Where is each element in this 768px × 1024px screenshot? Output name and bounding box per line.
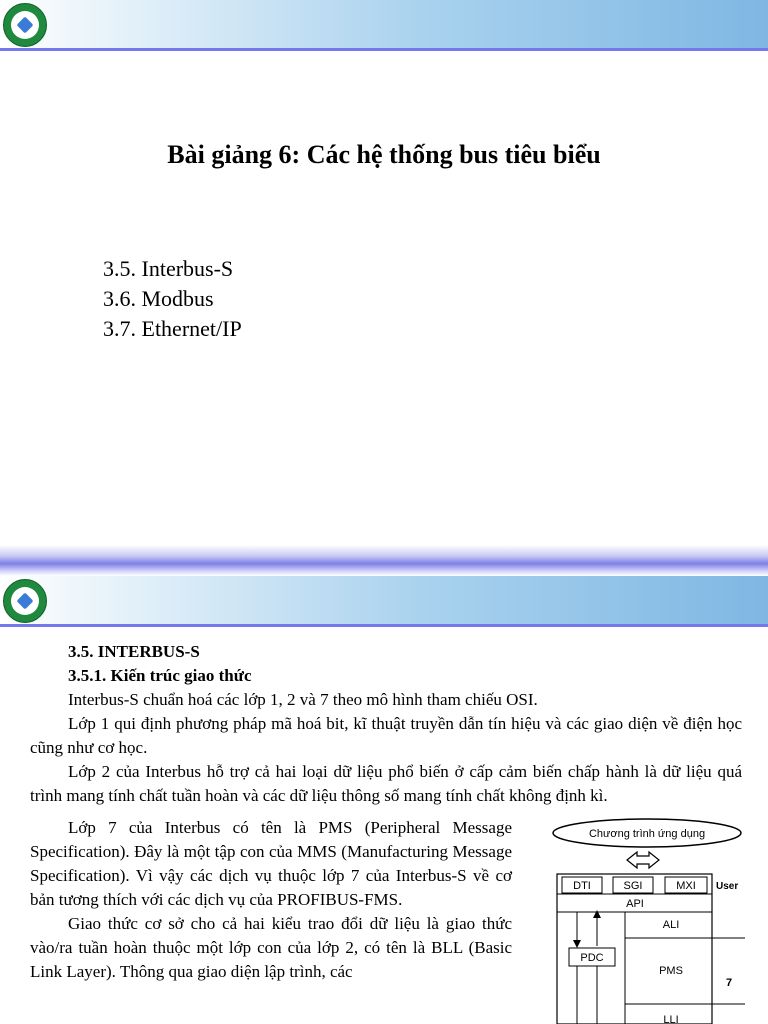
toc-item: 3.5. Interbus-S <box>103 256 234 281</box>
toc-list <box>103 254 242 344</box>
header-line <box>0 624 768 627</box>
header-line <box>0 48 768 51</box>
user-label: User <box>716 881 739 892</box>
app-label: Chương trình ứng dụng <box>588 828 706 840</box>
dti-label: DTI <box>573 880 591 892</box>
sgi-label: SGI <box>623 880 643 892</box>
pdc-label: PDC <box>580 952 604 964</box>
slide-2 <box>0 576 768 1024</box>
slide-header <box>0 0 768 48</box>
paragraph: Giao thức cơ sở cho cả hai kiểu trao đổi dữ liệu là giao thức vào/ra tuần hoàn thuộc một lớp con của lớp 2, có tên là BLL (Basic Link Layer). Thông qua giao diện lập trình, các <box>30 914 512 981</box>
lli-label: LLI <box>663 1014 679 1024</box>
api-label: API <box>626 898 644 910</box>
ali-label: ALI <box>662 919 680 931</box>
slide-header <box>0 576 768 624</box>
toc-item: 3.6. Modbus <box>103 286 214 311</box>
double-arrow-icon <box>627 852 659 868</box>
protocol-stack-diagram <box>545 816 761 1024</box>
university-logo-icon <box>3 579 47 623</box>
paragraph: Lớp 1 qui định phương pháp mã hoá bit, kĩ thuật truyền dẫn tín hiệu và các giao diện về điện học cũng như cơ học. <box>30 714 742 757</box>
university-logo-icon <box>3 3 47 47</box>
mxi-label: MXI <box>676 880 696 892</box>
toc-item: 3.7. Ethernet/IP <box>103 316 242 341</box>
section-heading: 3.5. INTERBUS-S <box>68 642 200 661</box>
slide-title: Bài giảng 6: Các hệ thống bus tiêu biểu <box>167 140 601 169</box>
subsection-heading: 3.5.1. Kiến trúc giao thức <box>68 666 252 685</box>
layer-7-label: 7 <box>726 977 733 989</box>
paragraph: Interbus-S chuẩn hoá các lớp 1, 2 và 7 theo mô hình tham chiếu OSI. <box>68 690 538 709</box>
pms-label: PMS <box>659 965 683 977</box>
paragraph: Lớp 2 của Interbus hỗ trợ cả hai loại dữ liệu phổ biến ở cấp cảm biến chấp hành là dữ liệu quá trình mang tính chất tuần hoàn và các dữ liệu thông số mang tính chất không định kì. <box>30 762 742 805</box>
slide-separator <box>0 545 768 576</box>
paragraph: Lớp 7 của Interbus có tên là PMS (Peripheral Message Specification). Đây là một tập con của MMS (Manufacturing Message Specification). Vì vậy các dịch vụ thuộc lớp 7 của Interbus-S về cơ bản tương thích với các dịch vụ của PROFIBUS-FMS. <box>30 818 512 909</box>
